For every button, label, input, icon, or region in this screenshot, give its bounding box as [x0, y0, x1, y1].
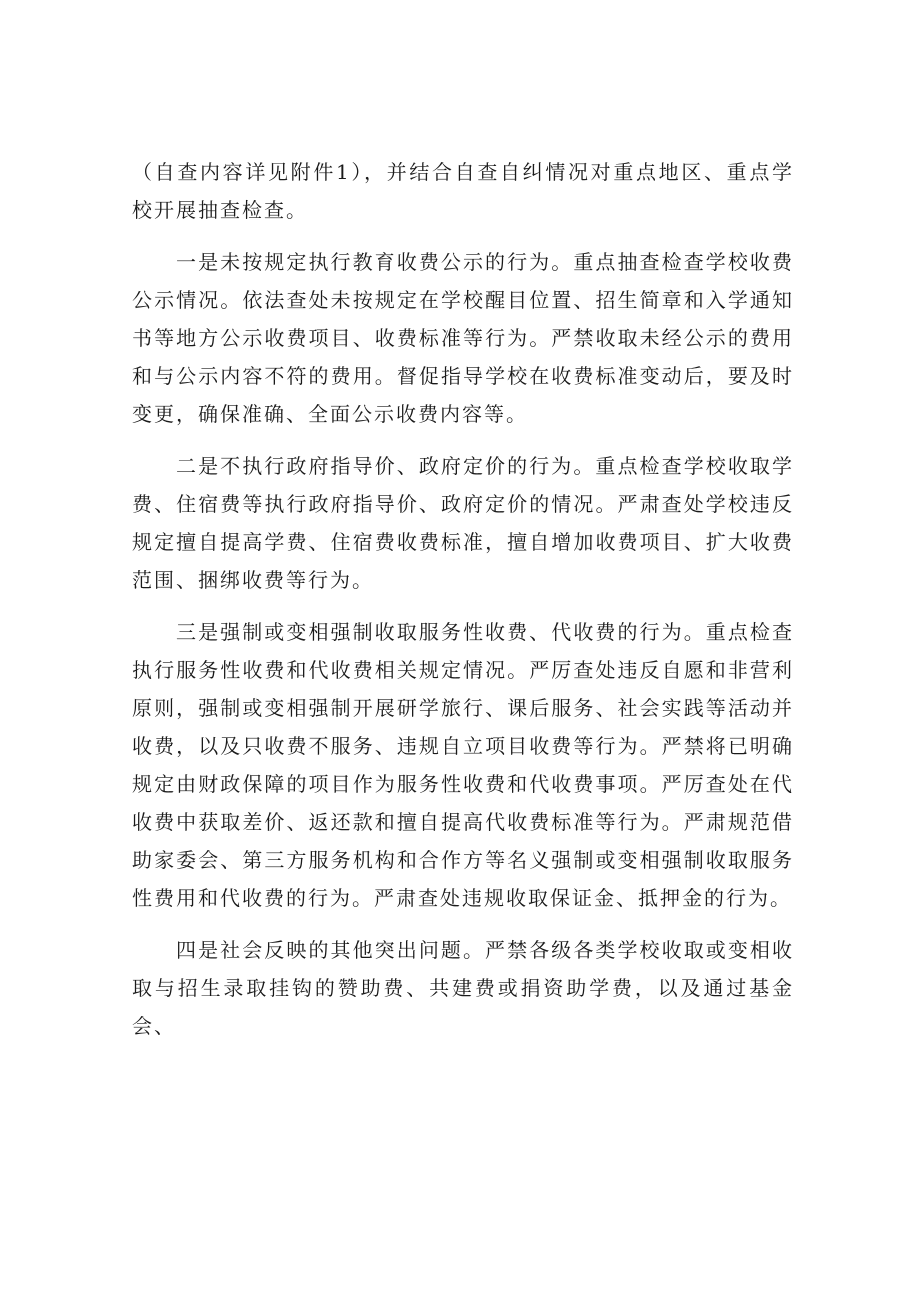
- paragraph-item-2: 二是不执行政府指导价、政府定价的行为。重点检查学校收取学费、住宿费等执行政府指导价、政府定价的情况。严肃查处学校违反规定擅自提高学费、住宿费收费标准，擅自增加收费项目、扩大收费范围、捆绑收费等行为。: [132, 454, 794, 592]
- paragraph-item-1: 一是未按规定执行教育收费公示的行为。重点抽查检查学校收费公示情况。依法查处未按规定在学校醒目位置、招生简章和入学通知书等地方公示收费项目、收费标准等行为。严禁收取未经公示的费用和与公示内容不符的费用。督促指导学校在收费标准变动后，要及时变更，确保准确、全面公示收费内容等。: [132, 250, 794, 426]
- paragraph-continuation: （自查内容详见附件1），并结合自查自纠情况对重点地区、重点学校开展抽查检查。: [132, 160, 794, 222]
- document-body: [132, 153, 794, 1059]
- paragraph-item-3: 三是强制或变相强制收取服务性收费、代收费的行为。重点检查执行服务性收费和代收费相关规定情况。严厉查处违反自愿和非营利原则，强制或变相强制开展研学旅行、课后服务、社会实践等活动并收费，以及只收费不服务、违规自立项目收费等行为。严禁将已明确规定由财政保障的项目作为服务性收费和代收费事项。严厉查处在代收费中获取差价、返还款和擅自提高代收费标准等行为。严肃规范借助家委会、第三方服务机构和合作方等名义强制或变相强制收取服务性费用和代收费的行为。严肃查处违规收取保证金、抵押金的行为。: [132, 620, 794, 910]
- paragraph-item-4: 四是社会反映的其他突出问题。严禁各级各类学校收取或变相收取与招生录取挂钩的赞助费、共建费或捐资助学费，以及通过基金会、: [132, 938, 794, 1038]
